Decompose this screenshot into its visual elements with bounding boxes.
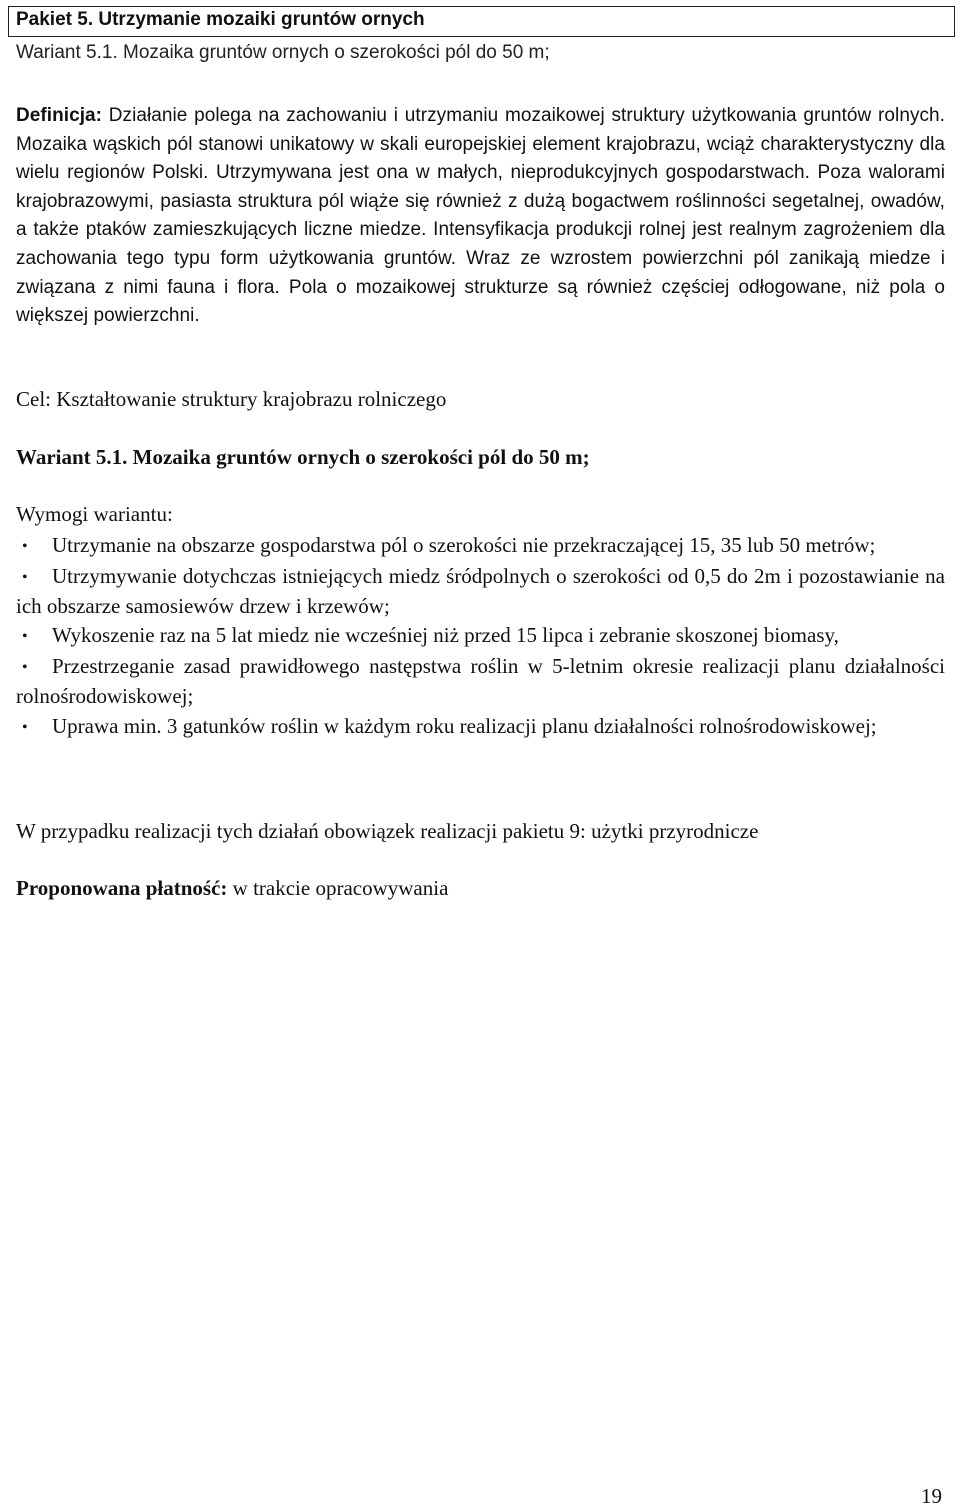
payment-label: Proponowana płatność: — [16, 876, 228, 900]
list-item — [16, 621, 945, 651]
definition-paragraph — [16, 102, 945, 331]
payment-value: w trakcie opracowywania — [227, 876, 449, 900]
list-item — [16, 562, 945, 621]
page-number: 19 — [921, 1484, 942, 1508]
list-item-text: Przestrzeganie zasad prawidłowego następstwa roślin w 5-letnim okresie realizacji planu działalności rolnośrodowiskowej; — [16, 654, 945, 709]
requirements-list — [16, 531, 945, 742]
goal-line: Cel: Kształtowanie struktury krajobrazu rolniczego — [16, 387, 447, 411]
list-item-text: Wykoszenie raz na 5 lat miedz nie wcześniej niż przed 15 lipca i zebranie skoszonej biomasy, — [52, 623, 839, 648]
package-note: W przypadku realizacji tych działań obowiązek realizacji pakietu 9: użytki przyrodnicze — [16, 819, 759, 843]
variant-heading: Wariant 5.1. Mozaika gruntów ornych o szerokości pól do 50 m; — [16, 445, 590, 469]
page-title: Pakiet 5. Utrzymanie mozaiki gruntów ornych — [16, 9, 425, 30]
bullet-icon: • — [22, 659, 28, 677]
definition-text: Działanie polega na zachowaniu i utrzymaniu mozaikowej struktury użytkowania gruntów rolnych. Mozaika wąskich pól stanowi unikatowy w skali europejskiej element krajobrazu, wciąż charakterystyczny dla wielu regionów Polski. Utrzymywana jest ona w małych, nieprodukcyjnych gospodarstwach. Poza walorami krajobrazowymi, pasiasta struktura pól wiąże się również z dużą bogactwem roślinności segetalnej, owadów, a także ptaków zamieszkujących liczne miedze. Intensyfikacja produkcji rolnej jest realnym zagrożeniem dla zachowania tego typu form użytkowania gruntów. Wraz ze wzrostem powierzchni pól zanikają miedze i związana z nimi fauna i flora. Pola o mozaikowej strukturze są również częściej odłogowane, niż pola o większej powierzchni. — [16, 105, 945, 327]
bullet-icon: • — [22, 718, 28, 736]
proposed-payment — [16, 876, 448, 901]
list-item-text: Utrzymywanie dotychczas istniejących miedz śródpolnych o szerokości od 0,5 do 2m i pozostawianie na ich obszarze samosiewów drzew i krzewów; — [16, 563, 945, 618]
list-item — [16, 652, 945, 711]
list-item — [16, 531, 945, 561]
bullet-icon: • — [22, 628, 28, 646]
list-item — [16, 712, 945, 742]
bullet-icon: • — [22, 538, 28, 555]
list-item-text: Uprawa min. 3 gatunków roślin w każdym roku realizacji planu działalności rolnośrodowiskowej; — [52, 713, 877, 738]
variant-subtitle: Wariant 5.1. Mozaika gruntów ornych o szerokości pól do 50 m; — [16, 42, 550, 63]
list-item-text: Utrzymanie na obszarze gospodarstwa pól o szerokości nie przekraczającej 15, 35 lub 50 metrów; — [52, 533, 876, 557]
definition-label: Definicja: — [16, 105, 103, 126]
bullet-icon: • — [22, 568, 28, 586]
requirements-heading: Wymogi wariantu: — [16, 502, 173, 526]
